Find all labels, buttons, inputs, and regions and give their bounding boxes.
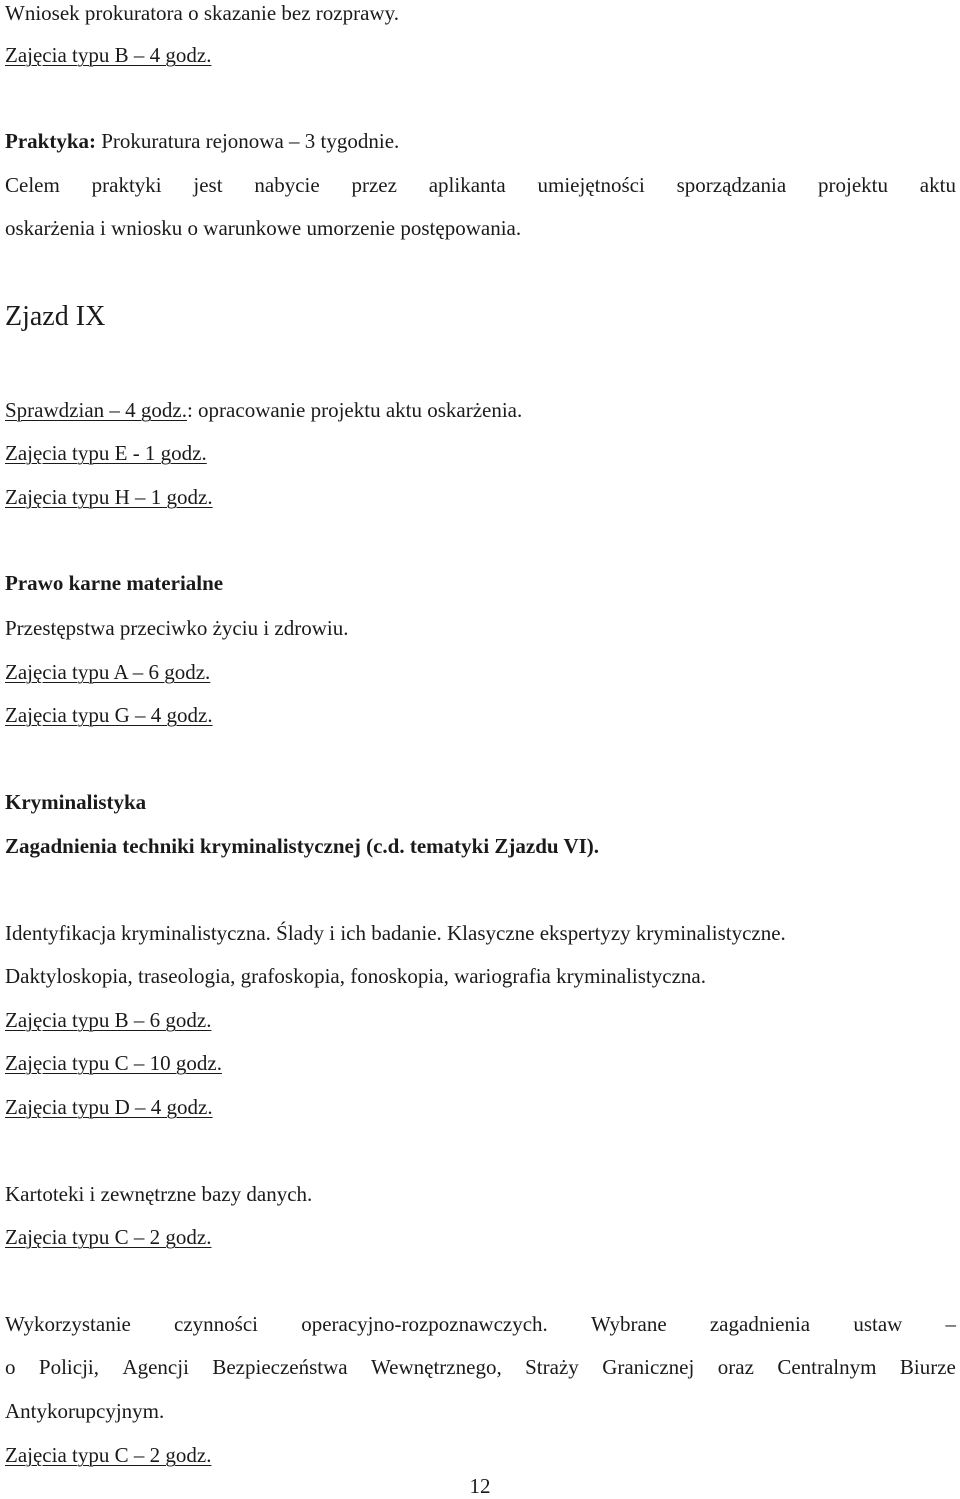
word: umiejętności — [537, 173, 645, 197]
hours-line: Zajęcia typu C – 2 godz. — [5, 1225, 212, 1249]
word: praktyki — [91, 173, 162, 197]
hours-line: Zajęcia typu E - 1 godz. — [5, 441, 207, 465]
word: aktu — [919, 173, 956, 197]
word: Granicznej — [602, 1355, 695, 1379]
word: projektu — [818, 173, 888, 197]
exam-topic: : opracowanie projektu aktu oskarżenia. — [186, 398, 523, 422]
word: nabycie — [254, 173, 320, 197]
word: Biurze — [899, 1355, 956, 1379]
word: – — [945, 1312, 956, 1336]
text-line: Kartoteki i zewnętrzne bazy danych. — [5, 1182, 313, 1206]
word: o — [5, 1355, 16, 1379]
text-line: Identyfikacja kryminalistyczna. Ślady i ich badanie. Klasyczne ekspertyzy kryminalistyczne. — [5, 921, 786, 945]
word: Wybrane — [590, 1312, 667, 1336]
text-line: Wniosek prokuratora o skazanie bez rozprawy. — [5, 1, 399, 25]
practice-label: Praktyka: — [5, 129, 96, 153]
text-line: Daktyloskopia, traseologia, grafoskopia, fonoskopia, wariografia kryminalistyczna. — [5, 964, 706, 988]
hours-line: Zajęcia typu D – 4 godz. — [5, 1095, 213, 1119]
justified-line — [5, 172, 956, 198]
justified-line — [5, 1311, 956, 1337]
justified-line — [5, 1354, 956, 1380]
hours-line: Zajęcia typu C – 10 godz. — [5, 1051, 222, 1075]
word: Policji, — [38, 1355, 100, 1379]
subject-heading: Kryminalistyka — [5, 790, 147, 814]
word: zagadnienia — [709, 1312, 811, 1336]
hours-line: Zajęcia typu H – 1 godz. — [5, 485, 213, 509]
word: aplikanta — [428, 173, 506, 197]
word: Celem — [5, 173, 60, 197]
hours-line: Zajęcia typu C – 2 godz. — [5, 1443, 212, 1467]
text-line: oskarżenia i wniosku o warunkowe umorzenie postępowania. — [5, 216, 522, 240]
word: oraz — [717, 1355, 754, 1379]
subject-heading: Prawo karne materialne — [5, 571, 224, 595]
word: ustaw — [853, 1312, 903, 1336]
hours-line: Zajęcia typu G – 4 godz. — [5, 703, 213, 727]
word: sporządzania — [676, 173, 787, 197]
word: Bezpieczeństwa — [212, 1355, 348, 1379]
exam-hours: Sprawdzian – 4 godz. — [5, 398, 187, 422]
hours-line: Zajęcia typu B – 6 godz. — [5, 1008, 212, 1032]
word: Centralnym — [777, 1355, 877, 1379]
word: Agencji — [122, 1355, 189, 1379]
topic-heading: Zagadnienia techniki kryminalistycznej (c.d. tematyki Zjazdu VI). — [5, 834, 600, 858]
practice-line — [5, 128, 399, 154]
word: Wewnętrznego, — [371, 1355, 502, 1379]
text-line: Antykorupcyjnym. — [5, 1399, 165, 1423]
practice-text: Prokuratura rejonowa – 3 tygodnie. — [96, 129, 400, 153]
page-number: 12 — [469, 1474, 491, 1498]
exam-line — [5, 397, 522, 423]
text-line: Przestępstwa przeciwko życiu i zdrowiu. — [5, 616, 349, 640]
word: jest — [193, 173, 223, 197]
word: operacyjno-rozpoznawczych. — [301, 1312, 548, 1336]
hours-line: Zajęcia typu B – 4 godz. — [5, 43, 212, 67]
word: przez — [351, 173, 397, 197]
hours-line: Zajęcia typu A – 6 godz. — [5, 660, 211, 684]
word: czynności — [174, 1312, 259, 1336]
word: Wykorzystanie — [5, 1312, 131, 1336]
word: Straży — [525, 1355, 579, 1379]
section-heading: Zjazd IX — [5, 301, 106, 332]
